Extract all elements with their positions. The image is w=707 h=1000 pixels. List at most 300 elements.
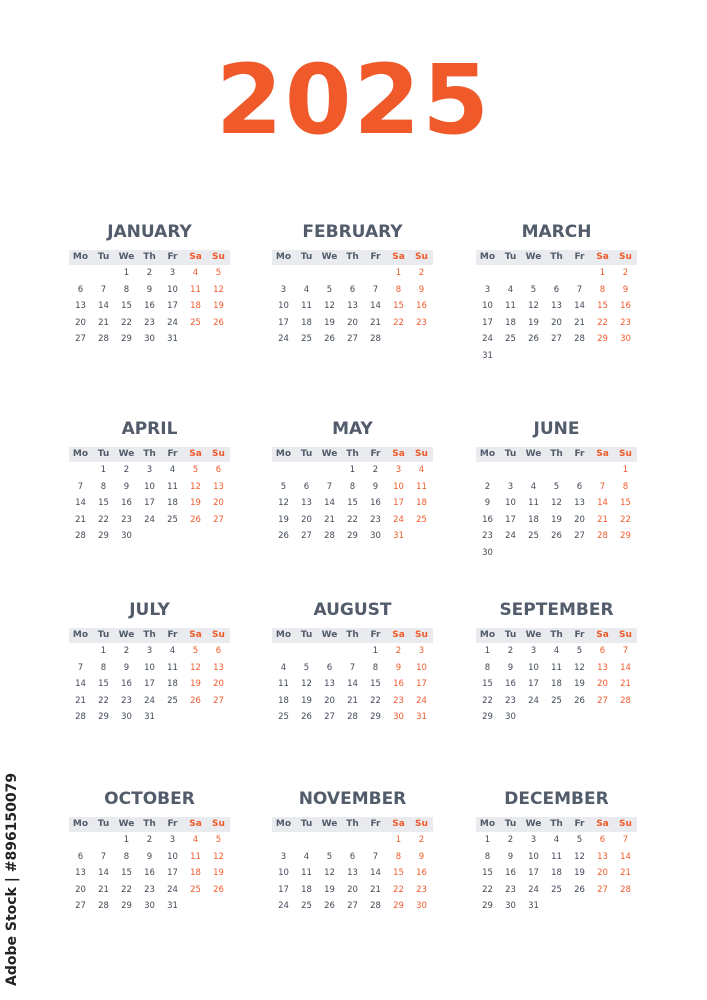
weekday-label: Th xyxy=(550,819,563,829)
day-cell: 7 xyxy=(77,481,84,492)
day-cell: 18 xyxy=(551,679,562,689)
day-cell: 1 xyxy=(349,465,356,475)
day-empty xyxy=(295,643,318,660)
day-cell: 6 xyxy=(215,465,222,475)
day-cell: 15 xyxy=(347,498,358,508)
day-cell: 16 xyxy=(144,301,155,311)
day-cell: 26 xyxy=(190,695,201,706)
day-cell: 10 xyxy=(144,481,155,492)
month-title: FEBRUARY xyxy=(302,222,403,242)
weekday-label: Su xyxy=(619,630,632,640)
day-cell: 5 xyxy=(192,646,199,656)
day-cell: 12 xyxy=(213,284,224,295)
day-cell: 21 xyxy=(98,884,109,895)
day-cell: 7 xyxy=(100,284,107,295)
day-cell: 16 xyxy=(370,498,381,508)
day-cell: 27 xyxy=(347,334,358,344)
day-cell: 4 xyxy=(169,465,176,475)
day-cell: 7 xyxy=(77,662,84,673)
day-cell: 12 xyxy=(278,498,289,508)
day-cell: 5 xyxy=(303,662,310,673)
day-cell: 13 xyxy=(597,662,608,673)
day-cell: 13 xyxy=(301,498,312,508)
day-cell: 14 xyxy=(98,868,109,878)
day-cell: 23 xyxy=(144,884,155,895)
weekday-label: We xyxy=(118,630,135,640)
day-cell: 1 xyxy=(123,268,130,278)
day-cell: 24 xyxy=(144,514,155,525)
day-cell: 2 xyxy=(395,646,402,656)
weekday-label: Su xyxy=(619,449,632,459)
day-cell: 6 xyxy=(576,481,583,492)
day-cell: 18 xyxy=(278,695,289,706)
day-cell: 13 xyxy=(324,679,335,689)
day-cell: 22 xyxy=(620,514,631,525)
weekday-header xyxy=(69,817,230,832)
day-cell: 13 xyxy=(347,301,358,311)
day-cell: 2 xyxy=(123,465,130,475)
day-cell: 16 xyxy=(416,868,427,878)
day-cell: 18 xyxy=(167,679,178,689)
day-cell: 17 xyxy=(416,679,427,689)
day-cell: 23 xyxy=(393,695,404,706)
day-empty xyxy=(318,643,341,660)
weekday-label: Mo xyxy=(72,819,89,829)
day-cell: 21 xyxy=(324,514,335,525)
weekday-label: Th xyxy=(143,252,156,262)
day-cell: 28 xyxy=(370,334,381,344)
weekday-label: Mo xyxy=(479,449,496,459)
day-cell: 4 xyxy=(303,851,310,862)
day-grid xyxy=(69,462,230,545)
day-cell: 20 xyxy=(324,695,335,706)
weekday-header xyxy=(476,447,637,462)
day-cell: 16 xyxy=(505,868,516,878)
day-cell: 9 xyxy=(418,851,425,862)
weekday-label: Sa xyxy=(189,252,202,262)
day-cell: 6 xyxy=(553,284,560,295)
day-cell: 17 xyxy=(278,317,289,328)
weekday-label: Tu xyxy=(504,449,517,459)
day-cell: 28 xyxy=(324,531,335,541)
day-cell: 10 xyxy=(144,662,155,673)
weekday-header xyxy=(69,250,230,265)
day-cell: 22 xyxy=(393,317,404,328)
day-cell: 7 xyxy=(622,646,629,656)
day-cell: 5 xyxy=(326,284,333,295)
day-cell: 23 xyxy=(121,514,132,525)
weekday-header xyxy=(272,447,433,462)
weekday-label: Th xyxy=(143,819,156,829)
weekday-label: Th xyxy=(143,630,156,640)
day-cell: 2 xyxy=(507,646,514,656)
weekday-label: Tu xyxy=(97,252,110,262)
day-cell: 14 xyxy=(98,301,109,311)
day-empty xyxy=(341,832,364,849)
month-title: JANUARY xyxy=(107,222,192,242)
day-cell: 29 xyxy=(121,334,132,344)
day-cell: 3 xyxy=(507,481,514,492)
day-cell: 11 xyxy=(528,498,539,508)
day-cell: 26 xyxy=(324,901,335,911)
weekday-header xyxy=(69,447,230,462)
month-march xyxy=(476,220,637,364)
day-cell: 2 xyxy=(372,465,379,475)
weekday-label: We xyxy=(525,449,542,459)
day-cell: 23 xyxy=(505,884,516,895)
day-cell: 3 xyxy=(280,851,287,862)
day-cell: 15 xyxy=(620,498,631,508)
day-cell: 13 xyxy=(551,301,562,311)
day-cell: 6 xyxy=(303,481,310,492)
day-cell: 13 xyxy=(347,868,358,878)
day-cell: 17 xyxy=(528,679,539,689)
day-cell: 28 xyxy=(620,695,631,706)
day-empty xyxy=(69,265,92,282)
weekday-label: Fr xyxy=(574,449,585,459)
day-cell: 22 xyxy=(597,317,608,328)
day-cell: 30 xyxy=(620,334,631,344)
day-cell: 31 xyxy=(144,712,155,722)
day-grid xyxy=(476,643,637,726)
month-july xyxy=(69,598,230,726)
day-cell: 26 xyxy=(528,334,539,344)
day-cell: 27 xyxy=(301,531,312,541)
month-june xyxy=(476,417,637,561)
day-empty xyxy=(341,265,364,282)
day-cell: 2 xyxy=(123,646,130,656)
day-cell: 28 xyxy=(347,712,358,722)
day-cell: 23 xyxy=(482,531,493,541)
day-cell: 1 xyxy=(484,835,491,845)
day-empty xyxy=(272,832,295,849)
day-cell: 15 xyxy=(597,301,608,311)
day-cell: 9 xyxy=(484,498,491,508)
day-cell: 13 xyxy=(574,498,585,508)
day-cell: 22 xyxy=(347,514,358,525)
day-cell: 3 xyxy=(484,284,491,295)
day-cell: 21 xyxy=(347,695,358,706)
day-cell: 2 xyxy=(146,835,153,845)
day-cell: 23 xyxy=(370,514,381,525)
month-november xyxy=(272,787,433,915)
month-january xyxy=(69,220,230,348)
weekday-header xyxy=(272,817,433,832)
day-cell: 4 xyxy=(507,284,514,295)
day-cell: 21 xyxy=(370,317,381,328)
weekday-label: Sa xyxy=(189,630,202,640)
day-cell: 9 xyxy=(146,851,153,862)
day-cell: 9 xyxy=(146,284,153,295)
weekday-label: Tu xyxy=(97,630,110,640)
day-cell: 8 xyxy=(100,662,107,673)
weekday-label: Su xyxy=(415,819,428,829)
day-cell: 30 xyxy=(505,712,516,722)
day-cell: 31 xyxy=(167,901,178,911)
day-cell: 24 xyxy=(528,695,539,706)
day-cell: 30 xyxy=(393,712,404,722)
day-cell: 28 xyxy=(98,901,109,911)
weekday-label: Fr xyxy=(167,449,178,459)
day-cell: 6 xyxy=(77,284,84,295)
day-cell: 9 xyxy=(622,284,629,295)
day-cell: 21 xyxy=(574,317,585,328)
day-cell: 2 xyxy=(146,268,153,278)
day-empty xyxy=(476,265,499,282)
day-cell: 3 xyxy=(169,835,176,845)
day-empty xyxy=(499,462,522,479)
day-cell: 1 xyxy=(123,835,130,845)
weekday-label: We xyxy=(525,630,542,640)
day-cell: 3 xyxy=(418,646,425,656)
day-cell: 20 xyxy=(347,884,358,895)
day-cell: 30 xyxy=(505,901,516,911)
day-cell: 11 xyxy=(167,662,178,673)
day-cell: 30 xyxy=(482,547,493,558)
day-cell: 18 xyxy=(190,868,201,878)
day-cell: 8 xyxy=(622,481,629,492)
day-cell: 3 xyxy=(280,284,287,295)
month-title: MARCH xyxy=(521,222,592,242)
day-cell: 28 xyxy=(98,334,109,344)
weekday-label: Th xyxy=(550,449,563,459)
day-cell: 25 xyxy=(551,695,562,706)
day-cell: 26 xyxy=(278,531,289,541)
day-cell: 14 xyxy=(75,498,86,508)
day-empty xyxy=(69,643,92,660)
day-cell: 27 xyxy=(597,884,608,895)
day-cell: 17 xyxy=(144,679,155,689)
day-cell: 10 xyxy=(393,481,404,492)
weekday-label: Sa xyxy=(392,630,405,640)
day-cell: 18 xyxy=(416,498,427,508)
day-cell: 20 xyxy=(213,679,224,689)
day-cell: 10 xyxy=(167,851,178,862)
day-cell: 12 xyxy=(324,868,335,878)
day-cell: 25 xyxy=(167,695,178,706)
weekday-label: Sa xyxy=(189,819,202,829)
day-cell: 18 xyxy=(301,317,312,328)
day-cell: 22 xyxy=(98,695,109,706)
day-cell: 7 xyxy=(326,481,333,492)
day-cell: 14 xyxy=(597,498,608,508)
day-cell: 1 xyxy=(372,646,379,656)
day-cell: 29 xyxy=(620,531,631,541)
weekday-label: Su xyxy=(619,252,632,262)
day-cell: 16 xyxy=(620,301,631,311)
day-cell: 10 xyxy=(278,301,289,311)
day-cell: 20 xyxy=(347,317,358,328)
day-cell: 1 xyxy=(599,268,606,278)
weekday-label: Su xyxy=(415,252,428,262)
weekday-label: Fr xyxy=(574,630,585,640)
day-cell: 8 xyxy=(395,284,402,295)
month-title: JUNE xyxy=(533,419,580,439)
day-cell: 19 xyxy=(528,317,539,328)
day-cell: 13 xyxy=(597,851,608,862)
day-cell: 24 xyxy=(144,695,155,706)
day-grid xyxy=(272,832,433,915)
day-empty xyxy=(364,832,387,849)
weekday-label: Sa xyxy=(392,819,405,829)
weekday-label: Th xyxy=(346,819,359,829)
day-cell: 8 xyxy=(395,851,402,862)
weekday-label: We xyxy=(321,819,338,829)
weekday-label: Mo xyxy=(479,252,496,262)
day-cell: 22 xyxy=(482,884,493,895)
month-february xyxy=(272,220,433,348)
day-cell: 19 xyxy=(574,679,585,689)
day-cell: 5 xyxy=(553,481,560,492)
day-cell: 9 xyxy=(507,662,514,673)
weekday-header xyxy=(476,628,637,643)
day-cell: 29 xyxy=(482,712,493,722)
day-cell: 31 xyxy=(528,901,539,911)
day-cell: 7 xyxy=(372,284,379,295)
day-cell: 20 xyxy=(551,317,562,328)
day-cell: 10 xyxy=(278,868,289,878)
day-cell: 23 xyxy=(416,884,427,895)
day-cell: 7 xyxy=(622,835,629,845)
day-cell: 14 xyxy=(324,498,335,508)
day-cell: 25 xyxy=(190,884,201,895)
weekday-label: We xyxy=(525,819,542,829)
weekday-label: Su xyxy=(212,630,225,640)
day-cell: 21 xyxy=(98,317,109,328)
day-cell: 2 xyxy=(418,268,425,278)
day-cell: 4 xyxy=(553,646,560,656)
day-cell: 9 xyxy=(418,284,425,295)
day-cell: 16 xyxy=(416,301,427,311)
weekday-label: Fr xyxy=(167,630,178,640)
weekday-label: Sa xyxy=(596,252,609,262)
weekday-label: Th xyxy=(346,630,359,640)
weekday-label: Fr xyxy=(574,819,585,829)
day-grid xyxy=(476,832,637,915)
day-cell: 20 xyxy=(301,514,312,525)
day-cell: 25 xyxy=(505,334,516,344)
day-cell: 31 xyxy=(167,334,178,344)
month-august xyxy=(272,598,433,726)
month-title: NOVEMBER xyxy=(298,789,407,809)
day-cell: 12 xyxy=(574,851,585,862)
day-cell: 26 xyxy=(301,712,312,722)
day-cell: 24 xyxy=(528,884,539,895)
day-cell: 4 xyxy=(192,835,199,845)
weekday-label: Tu xyxy=(300,449,313,459)
day-cell: 30 xyxy=(144,334,155,344)
day-cell: 15 xyxy=(121,868,132,878)
weekday-header xyxy=(476,817,637,832)
day-cell: 27 xyxy=(213,514,224,525)
weekday-label: We xyxy=(525,252,542,262)
day-cell: 21 xyxy=(620,679,631,689)
day-cell: 26 xyxy=(213,317,224,328)
day-cell: 14 xyxy=(370,301,381,311)
day-cell: 12 xyxy=(574,662,585,673)
day-cell: 9 xyxy=(372,481,379,492)
day-cell: 27 xyxy=(75,901,86,911)
day-cell: 23 xyxy=(416,317,427,328)
weekday-label: We xyxy=(321,630,338,640)
day-cell: 5 xyxy=(192,465,199,475)
day-cell: 24 xyxy=(393,514,404,525)
day-cell: 15 xyxy=(98,498,109,508)
weekday-label: We xyxy=(118,449,135,459)
day-cell: 13 xyxy=(75,868,86,878)
day-cell: 6 xyxy=(599,646,606,656)
day-cell: 30 xyxy=(370,531,381,541)
weekday-label: Th xyxy=(346,449,359,459)
day-cell: 11 xyxy=(416,481,427,492)
day-cell: 12 xyxy=(324,301,335,311)
day-cell: 13 xyxy=(213,481,224,492)
day-empty xyxy=(545,462,568,479)
day-cell: 14 xyxy=(620,851,631,862)
day-cell: 18 xyxy=(190,301,201,311)
day-cell: 25 xyxy=(528,531,539,541)
day-cell: 23 xyxy=(620,317,631,328)
day-empty xyxy=(522,462,545,479)
weekday-label: We xyxy=(321,252,338,262)
day-cell: 25 xyxy=(416,514,427,525)
day-cell: 28 xyxy=(75,712,86,722)
day-cell: 23 xyxy=(505,695,516,706)
day-grid xyxy=(272,462,433,545)
weekday-label: Tu xyxy=(504,630,517,640)
day-cell: 14 xyxy=(347,679,358,689)
day-empty xyxy=(272,643,295,660)
day-cell: 6 xyxy=(215,646,222,656)
day-cell: 24 xyxy=(505,531,516,541)
day-cell: 13 xyxy=(213,662,224,673)
day-cell: 10 xyxy=(505,498,516,508)
day-cell: 2 xyxy=(622,268,629,278)
day-cell: 18 xyxy=(505,317,516,328)
day-cell: 9 xyxy=(507,851,514,862)
weekday-label: Tu xyxy=(300,819,313,829)
day-cell: 20 xyxy=(574,514,585,525)
day-cell: 26 xyxy=(551,531,562,541)
weekday-label: Sa xyxy=(392,449,405,459)
day-cell: 26 xyxy=(324,334,335,344)
day-cell: 26 xyxy=(190,514,201,525)
day-empty xyxy=(69,462,92,479)
day-cell: 11 xyxy=(551,851,562,862)
day-cell: 23 xyxy=(144,317,155,328)
weekday-label: Mo xyxy=(72,252,89,262)
day-cell: 30 xyxy=(416,901,427,911)
day-cell: 22 xyxy=(370,695,381,706)
day-cell: 21 xyxy=(75,695,86,706)
weekday-label: We xyxy=(118,252,135,262)
day-cell: 10 xyxy=(528,662,539,673)
day-cell: 29 xyxy=(393,901,404,911)
day-empty xyxy=(499,265,522,282)
day-cell: 10 xyxy=(416,662,427,673)
day-cell: 27 xyxy=(347,901,358,911)
day-cell: 3 xyxy=(530,835,537,845)
day-cell: 1 xyxy=(395,835,402,845)
day-cell: 21 xyxy=(620,868,631,878)
day-empty xyxy=(318,462,341,479)
day-cell: 28 xyxy=(597,531,608,541)
day-cell: 11 xyxy=(505,301,516,311)
day-cell: 28 xyxy=(370,901,381,911)
day-cell: 14 xyxy=(574,301,585,311)
day-cell: 1 xyxy=(395,268,402,278)
day-cell: 7 xyxy=(576,284,583,295)
